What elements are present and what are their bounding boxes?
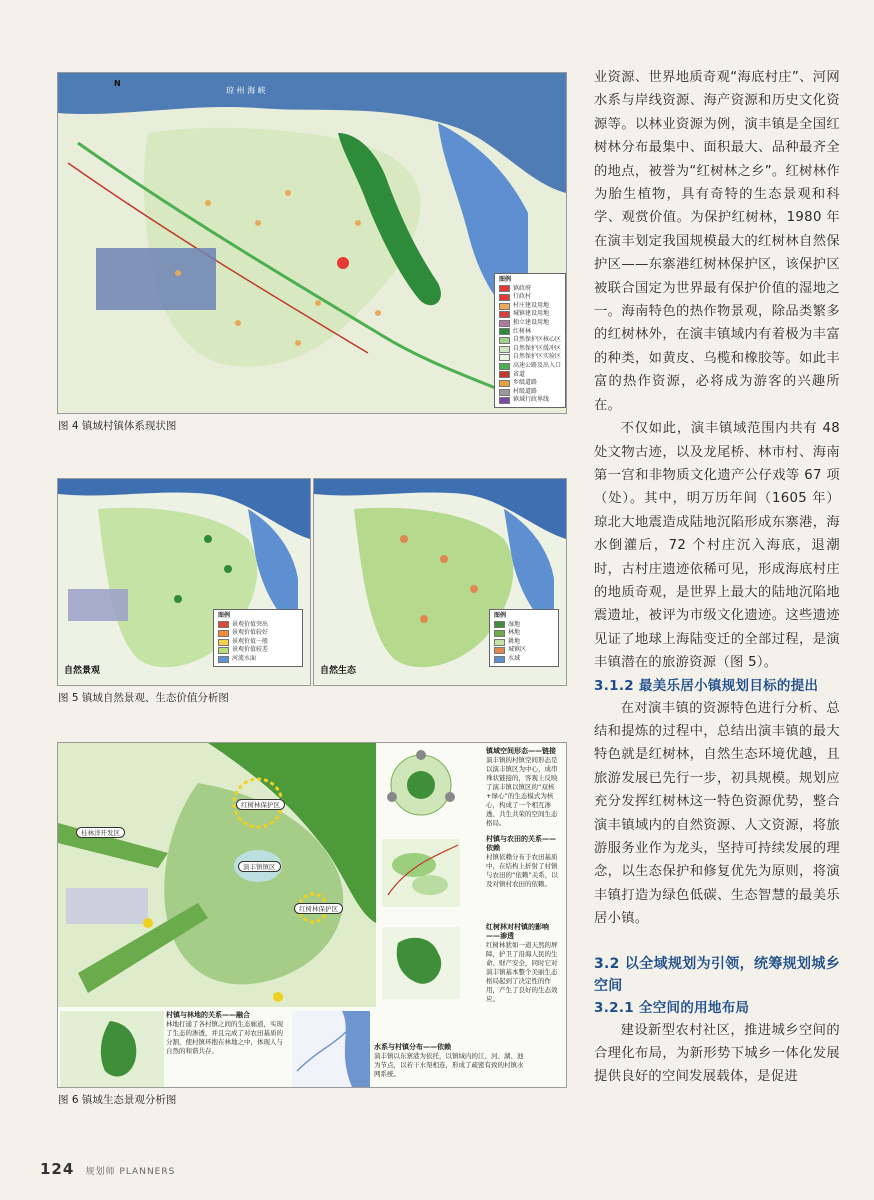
- paragraph-1: 业资源、世界地质奇观“海底村庄”、河网水系与岸线资源、海产资源和历史文化资源等。以林业资源为例，演丰镇是全国红树林分布最集中、面积最大、品种最齐全的地点，被誉为“红树林之乡”。红树林作为胎生植物，具有奇特的生态景观和科学、观赏价值。为保护红树林，1980 年在演丰划定我国规模最大的红树林自然保护区——东寨港红树林保护区，该保护区被联合国定为世界最有保护价值的湿地之一。海南特色的热作物景观，除品类繁多的红树林外，在演丰镇域内有着极为丰富的种类，如黄皮、乌榄和橡胶等。如此丰富的热作资源，必将成为游客的兴趣所在。: [594, 70, 840, 413]
- legend-swatch: [218, 621, 229, 628]
- legend-swatch: [218, 656, 229, 663]
- legend-label: 镇政府: [513, 284, 532, 292]
- legend-label: 村级道路: [513, 387, 538, 395]
- legend-label: 林地: [508, 629, 521, 637]
- legend-label: 景观价值较差: [232, 646, 269, 654]
- side-note-mangrove: [486, 923, 562, 1004]
- legend-item: [494, 629, 554, 638]
- legend-item: [499, 353, 561, 362]
- water-system-diagram: [292, 1011, 370, 1087]
- note-title: 镇域空间形态——链接: [486, 747, 556, 755]
- legend-item: [499, 319, 561, 328]
- article-column: [594, 66, 840, 1089]
- fig5-right-legend: [489, 609, 559, 667]
- legend-label: 景观价值突出: [232, 620, 269, 628]
- side-note-farmland: [486, 835, 562, 889]
- legend-label: 镇域行政界线: [513, 396, 550, 404]
- legend-item: [218, 629, 298, 638]
- north-arrow: N: [114, 79, 121, 88]
- legend-item: [499, 285, 561, 294]
- forest-relation-diagram: [60, 1011, 164, 1087]
- legend-label: 自然保护区缓冲区: [512, 344, 561, 352]
- legend-label: 耕地: [508, 637, 521, 645]
- legend-item: [499, 293, 561, 302]
- legend-label: 自然保护区核心区: [512, 336, 561, 344]
- legend-label: 红树林: [513, 327, 532, 335]
- bottom-note-forest: [166, 1011, 286, 1056]
- legend-item: [494, 621, 554, 630]
- legend-label: 城镇区: [508, 646, 527, 654]
- legend-title: 图例: [499, 276, 512, 283]
- note-text: 演丰镇的村镇空间形态是以演丰镇区为中心，成串珠状链接的，客观上反映了演丰镇以镇区的“双核+绿心”的生态模式为核心，构成了一个相互渗透、共生共荣的空间生态格局。: [486, 756, 558, 827]
- legend-swatch: [499, 311, 510, 318]
- figure-4-caption: 图 4 镇域村镇体系现状图: [58, 420, 177, 432]
- note-text: 林地打通了各村镇之间的生态廊道，实现了生态的渗透，并且完成了对农田基质的分割，使村镇环抱在林地之中，体现人与自然的和谐共存。: [166, 1020, 283, 1055]
- legend-swatch: [494, 647, 505, 654]
- legend-swatch: [494, 656, 505, 663]
- legend-title: 图例: [218, 612, 231, 619]
- journal-name: 规划师 PLANNERS: [85, 1167, 176, 1177]
- figure-5-left-map: [57, 478, 311, 686]
- legend-label: 乡级道路: [513, 379, 538, 387]
- legend-label: 景观价值较好: [232, 629, 269, 637]
- legend-swatch: [218, 630, 229, 637]
- legend-swatch: [499, 320, 510, 327]
- legend-swatch: [218, 639, 229, 646]
- figure-5-caption: 图 5 镇域自然景观、生态价值分析图: [58, 692, 229, 704]
- map-tag-mangrove-north: 红树林保护区: [236, 799, 285, 810]
- legend-item: [499, 328, 561, 337]
- village-system-map: [58, 73, 566, 413]
- legend-item: [218, 655, 298, 664]
- fig5-left-title: 自然景观: [64, 666, 101, 676]
- map-tag-guilinyang: 桂林洋开发区: [76, 827, 125, 838]
- legend-swatch: [494, 621, 505, 628]
- fig5-right-title: 自然生态: [320, 666, 357, 676]
- legend-label: 自然保护区实验区: [512, 353, 561, 361]
- paragraph-4: 建设新型农村社区，推进城乡空间的合理化布局，为新形势下城乡一体化发展提供良好的空间发展载体，是促进: [594, 1022, 840, 1085]
- legend-item: [499, 336, 561, 345]
- legend-label: 行政村: [513, 293, 532, 301]
- note-text: 村镇依赖分布于农田基质中，在结构上折射了村镇与农田的“依赖”关系，以及对镇村农田的依赖。: [486, 853, 558, 888]
- legend-swatch: [494, 630, 505, 637]
- legend-label: 水域: [508, 654, 521, 662]
- legend-swatch: [499, 354, 510, 361]
- map-tag-mangrove-south: 红树林保护区: [294, 903, 343, 914]
- legend-swatch: [499, 303, 510, 310]
- legend-item: [494, 655, 554, 664]
- legend-label: 高速公路及出入口: [512, 361, 561, 369]
- legend-item: [218, 646, 298, 655]
- bottom-note-water: [374, 1043, 524, 1079]
- legend-item: [494, 646, 554, 655]
- heading-3-2-1: 3.2.1 全空间的用地布局: [594, 999, 750, 1016]
- note-title: 水系与村镇分布——依赖: [374, 1043, 451, 1051]
- legend-item: [218, 621, 298, 630]
- fig4-legend: [494, 273, 566, 408]
- legend-item: [499, 379, 561, 388]
- legend-swatch: [499, 380, 510, 387]
- legend-label: 村庄建设用地: [513, 301, 550, 309]
- legend-swatch: [218, 647, 229, 654]
- figure-6-caption: 图 6 镇域生态景观分析图: [58, 1094, 177, 1106]
- map-tag-yanfeng-town: 演丰镇镇区: [238, 861, 281, 872]
- legend-label: 省道: [513, 370, 526, 378]
- legend-label: 湿地: [508, 620, 521, 628]
- heading-3-1-2: 3.1.2 最美乐居小镇规划目标的提出: [594, 677, 819, 694]
- legend-item: [499, 362, 561, 371]
- side-note-spatial-form: [486, 747, 562, 828]
- page-footer: [40, 1160, 175, 1178]
- legend-item: [499, 371, 561, 380]
- legend-swatch: [499, 337, 510, 344]
- figure-5-right-map: [313, 478, 567, 686]
- legend-swatch: [499, 294, 510, 301]
- legend-swatch: [499, 346, 510, 353]
- farmland-relation-diagram: [378, 835, 464, 911]
- spatial-form-diagram: [378, 747, 464, 823]
- legend-item: [499, 396, 561, 405]
- legend-swatch: [499, 397, 510, 404]
- paragraph-2: 不仅如此，演丰镇域范围内共有 48 处文物古迹，以及龙尾桥、林市村、海南第一宫和非物质文化遗产公仔戏等 67 项（处）。其中，明万历年间（1605 年）琼北大地震造成陆地沉陷形成东寨港，海水倒灌后，72 个村庄沉入海底，退潮时，古村庄遗迹依稀可见，形成海底村庄的地质奇观，是世界上最大的陆地沉陷地震遗址，被评为市级文化遗迹。这些遗迹见证了地球上海陆变迁的全部过程，是演丰镇潜在的旅游资源（图 5）。: [594, 421, 840, 671]
- note-title: 红树林对村镇的影响——渗透: [486, 923, 549, 940]
- legend-swatch: [499, 371, 510, 378]
- legend-swatch: [494, 639, 505, 646]
- legend-item: [499, 310, 561, 319]
- note-text: 红树林犹如一道天然的屏障，护卫了沿海人民的生命、财产安全，同时它对演丰镇基本整个美丽生态格局起到了决定性的作用，产生了良好的生态效应。: [486, 941, 558, 1003]
- note-title: 村镇与林地的关系——融合: [166, 1011, 250, 1019]
- legend-swatch: [499, 285, 510, 292]
- legend-title: 图例: [494, 612, 507, 619]
- legend-swatch: [499, 389, 510, 396]
- mangrove-influence-diagram: [378, 923, 464, 1003]
- page-number: 124: [40, 1160, 75, 1178]
- note-title: 村镇与农田的关系——依赖: [486, 835, 556, 852]
- eco-landscape-map: [58, 743, 376, 1007]
- fig5-left-legend: [213, 609, 303, 667]
- paragraph-3: 在对演丰镇的资源特色进行分析、总结和提炼的过程中，总结出演丰镇的最大特色就是红树林，自然生态环境优越，且旅游发展已先行一步，初具规模。规划应充分发挥红树林这一特色资源优势，整合演丰镇域内的自然资源、人文资源，将旅游服务业作为龙头，坚持可持续发展的理念，以生态保护和修复优先为原则，将演丰镇打造为绿色低碳、生态智慧的最美乐居小镇。: [594, 700, 840, 927]
- strait-label: 琼 州 海 峡: [226, 86, 266, 95]
- legend-label: 城镇建设用地: [513, 310, 550, 318]
- legend-label: 河流水面: [232, 654, 257, 662]
- figure-4-map: [57, 72, 567, 414]
- heading-3-2: 3.2 以全域规划为引领，统筹规划城乡空间: [594, 955, 840, 994]
- legend-label: 独立建设用地: [513, 318, 550, 326]
- figure-6-panel: [57, 742, 567, 1088]
- note-text: 演丰镇以东寨港为依托，以镇域内的江、河、湖、池为节点，以若干水渠相连，形成了疏密有致的村镇水网系统。: [374, 1052, 524, 1078]
- legend-swatch: [499, 363, 510, 370]
- legend-label: 景观价值一般: [232, 637, 269, 645]
- legend-swatch: [499, 328, 510, 335]
